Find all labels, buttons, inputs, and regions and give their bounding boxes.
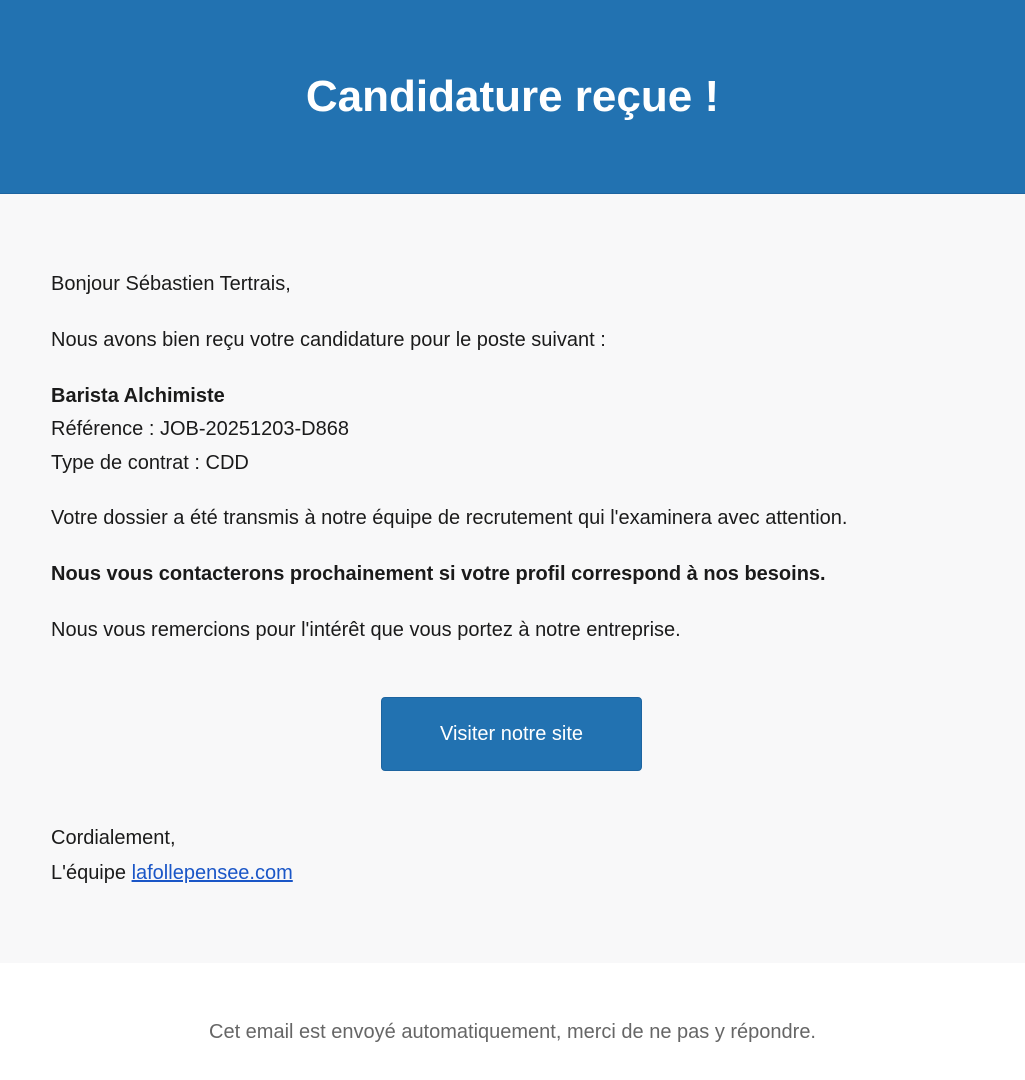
greeting-text: Bonjour Sébastien Tertrais, [51,273,291,295]
job-reference: Référence : JOB-20251203-D868 [51,418,349,440]
visit-site-button[interactable]: Visiter notre site [381,697,642,771]
intro-text: Nous avons bien reçu votre candidature pour le poste suivant : [51,329,606,351]
signature-line [51,861,293,885]
signature-prefix: L'équipe [51,862,132,884]
job-title: Barista Alchimiste [51,385,225,407]
job-contract-type: Type de contrat : CDD [51,452,249,474]
transmitted-text: Votre dossier a été transmis à notre équipe de recrutement qui l'examinera avec attention. [51,507,848,529]
closing-text: Cordialement, [51,827,176,849]
email-header [0,0,1025,194]
email-body [0,194,1025,963]
website-link[interactable]: lafollepensee.com [131,862,293,884]
email-title: Candidature reçue ! [305,72,720,121]
thanks-text: Nous vous remercions pour l'intérêt que vous portez à notre entreprise. [51,619,681,641]
footer-note: Cet email est envoyé automatiquement, merci de ne pas y répondre. [209,1021,816,1043]
contact-notice: Nous vous contacterons prochainement si votre profil correspond à nos besoins. [51,563,826,585]
